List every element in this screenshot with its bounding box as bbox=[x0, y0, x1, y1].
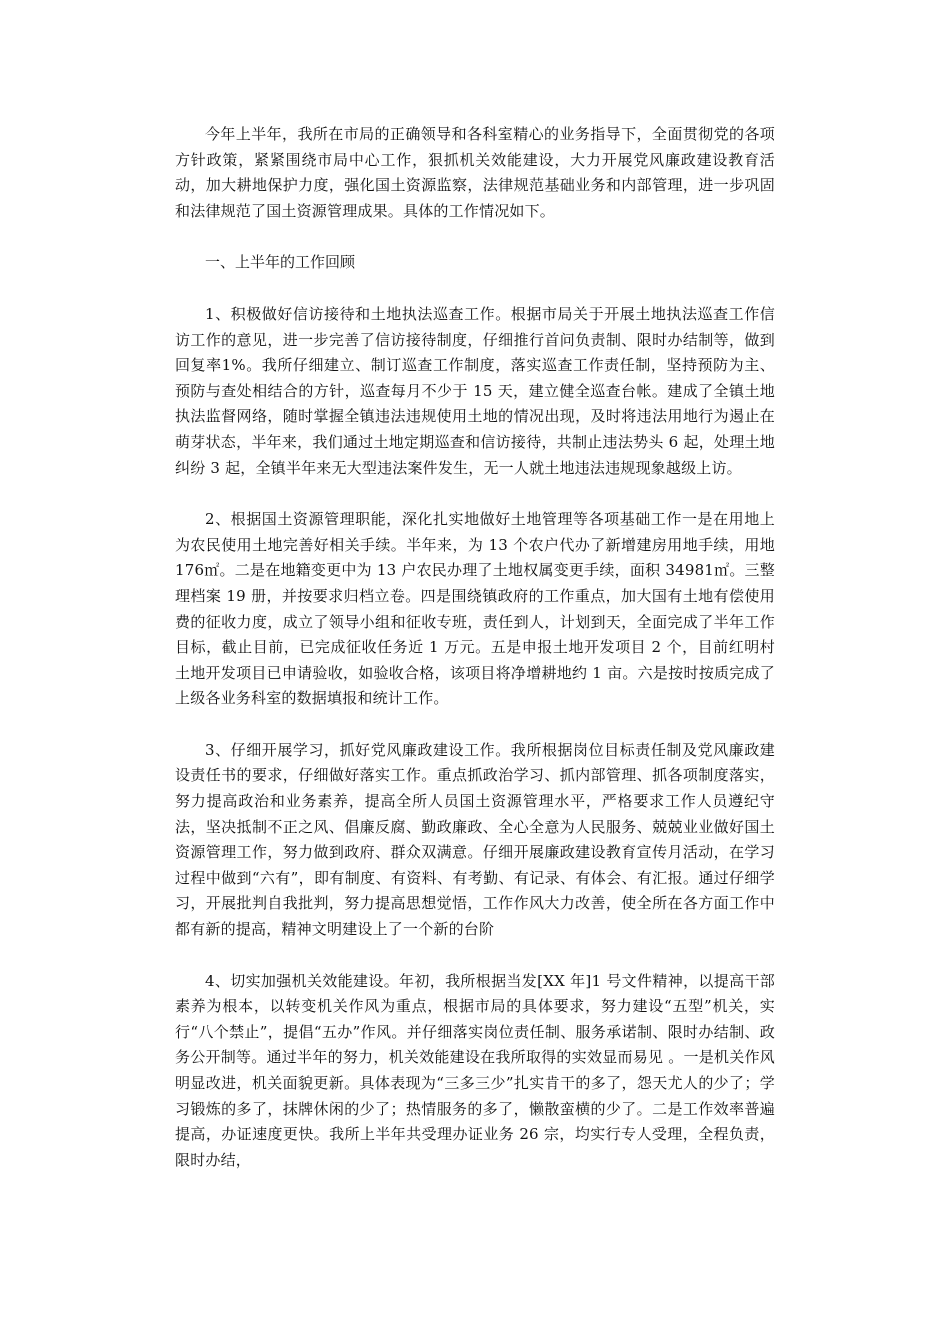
intro-paragraph: 今年上半年，我所在市局的正确领导和各科室精心的业务指导下，全面贯彻党的各项方针政策，紧紧围绕市局中心工作，狠抓机关效能建设，大力开展党风廉政建设教育活动，加大耕地保护力度，强化国土资源监察，法律规范基础业务和内部管理，进一步巩固和法律规范了国土资源管理成果。具体的工作情况如下。 bbox=[175, 125, 775, 220]
paragraph-2: 2、根据国土资源管理职能，深化扎实地做好土地管理等各项基础工作一是在用地上为农民使用土地完善好相关手续。半年来，为 13 个农户代办了新增建房用地手续，用地 176㎡。二是在地籍变更中为 13 户农民办理了土地权属变更手续，面积 34981㎡。三整理档案 19 册，并按要求归档立卷。四是围绕镇政府的工作重点，加大国有土地有偿使用费的征收力度，成立了领导小组和征收专班，责任到人，计划到天，全面完成了半年工作目标，截止目前，已完成征收任务近 1 万元。五是申报土地开发项目 2 个，目前红明村土地开发项目已申请验收，如验收合格，该项目将净增耕地约 1 亩。六是按时按质完成了上级各业务科室的数据填报和统计工作。 bbox=[175, 510, 775, 708]
paragraph-4: 4、切实加强机关效能建设。年初，我所根据当发[XX 年]1 号文件精神，以提高干部素养为根本，以转变机关作风为重点，根据市局的具体要求，努力建设“五型”机关，实行“八个禁止”，提倡“五办”作风。并仔细落实岗位责任制、服务承诺制、限时办结制、政务公开制等。通过半年的努力，机关效能建设在我所取得的实效显而易见 。一是机关作风明显改进，机关面貌更新。具体表现为“三多三少”扎实肯干的多了，怨天尤人的少了；学习锻炼的多了，抹牌休闲的少了；热情服务的多了，懒散蛮横的少了。二是工作效率普遍提高，办证速度更快。我所上半年共受理办证业务 26 宗，均实行专人受理，全程负责，限时办结， bbox=[175, 971, 775, 1169]
paragraph-1: 1、积极做好信访接待和土地执法巡查工作。根据市局关于开展土地执法巡查工作信访工作的意见，进一步完善了信访接待制度，仔细推行首问负责制、限时办结制等，做到回复率1%。我所仔细建立、制订巡查工作制度，落实巡查工作责任制，坚持预防为主、预防与查处相结合的方针，巡查每月不少于 15 天，建立健全巡查台帐。建成了全镇土地执法监督网络，随时掌握全镇违法违规使用土地的情况出现，及时将违法用地行为遏止在萌芽状态，半年来，我们通过土地定期巡查和信访接待，共制止违法势头 6 起，处理土地纠纷 3 起，全镇半年来无大型违法案件发生，无一人就土地违法违规现象越级上访。 bbox=[175, 304, 775, 477]
paragraph-3: 3、仔细开展学习，抓好党风廉政建设工作。我所根据岗位目标责任制及党风廉政建设责任书的要求，仔细做好落实工作。重点抓政治学习、抓内部管理、抓各项制度落实，努力提高政治和业务素养，提高全所人员国土资源管理水平，严格要求工作人员遵纪守法，坚决抵制不正之风、倡廉反腐、勤政廉政、全心全意为人民服务、兢兢业业做好国土资源管理工作，努力做到政府、群众双满意。仔细开展廉政建设教育宣传月活动，在学习过程中做到“六有”，即有制度、有资料、有考勤、有记录、有体会、有汇报。通过仔细学习，开展批判自我批判，努力提高思想觉悟，工作作风大力改善，使全所在各方面工作中都有新的提高，精神文明建设上了一个新的台阶 bbox=[175, 740, 775, 939]
document-body bbox=[175, 122, 775, 1199]
section-heading: 一、上半年的工作回顾 bbox=[205, 253, 356, 272]
